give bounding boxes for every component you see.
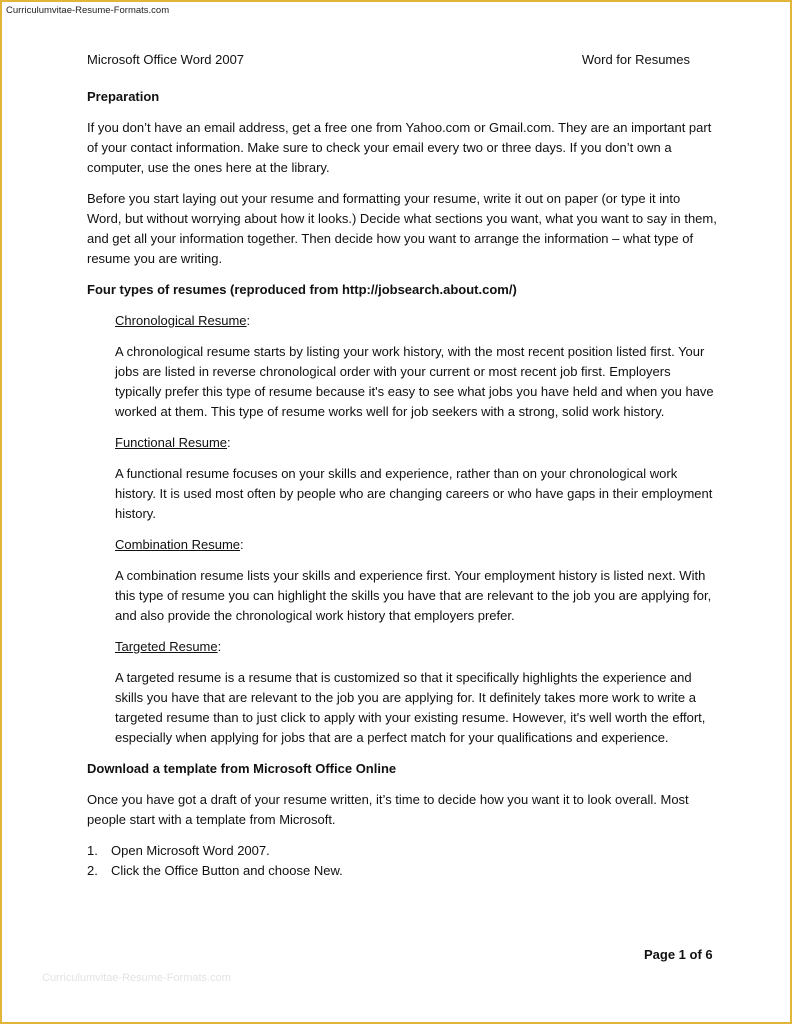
targeted-text: A targeted resume is a resume that is customized so that it specifically highlights the experience and skills you have that are relevant to the job you are applying for. It definitely takes more work to write a targeted resume than to just click to apply with your existing resume. However, it's well worth the effort, especially when applying for jobs that are a perfect match for your qualifications and experience. xyxy=(115,670,706,745)
steps-list xyxy=(87,841,717,881)
chronological-title: Chronological Resume xyxy=(115,313,247,328)
header-left: Microsoft Office Word 2007 xyxy=(87,52,245,67)
step-text: Open Microsoft Word 2007. xyxy=(111,843,270,858)
header-right: Word for Resumes xyxy=(581,52,690,67)
watermark-bottom: Curriculumvitae-Resume-Formats.com xyxy=(42,972,231,984)
running-header xyxy=(87,50,690,70)
subheading-chronological: Chronological Resume: xyxy=(115,313,251,328)
functional-text: A functional resume focuses on your skills and experience, rather than on your chronological work history. It is used most often by people who are changing careers or who have gaps in their employment history. xyxy=(115,466,713,521)
combination-text: A combination resume lists your skills and experience first. Your employment history is listed next. With this type of resume you can highlight the skills you have that are relevant to the job you are applying for, and also provide the chronological work history that employers prefer. xyxy=(115,568,712,623)
combination-title: Combination Resume xyxy=(115,537,241,552)
subheading-combination: Combination Resume: xyxy=(115,537,244,552)
targeted-title: Targeted Resume xyxy=(115,639,218,654)
heading-download: Download a template from Microsoft Office Online xyxy=(87,761,397,776)
step-number: 2. xyxy=(87,863,98,878)
subheading-targeted: Targeted Resume: xyxy=(115,639,222,654)
chronological-text: A chronological resume starts by listing your work history, with the most recent position listed first. Your jobs are listed in reverse chronological order with your current or most recent job first. Employers typically prefer this type of resume because it's easy to see what jobs you have held and when you have worked at them. This type of resume works well for job seekers with a strong, solid work history. xyxy=(115,344,714,419)
step-number: 1. xyxy=(87,843,98,858)
preparation-paragraph-1: If you don’t have an email address, get a free one from Yahoo.com or Gmail.com. They are an important part of your contact information. Make sure to check your email every two or three days. If you don’t own a computer, use the ones here at the library. xyxy=(87,120,712,175)
heading-preparation: Preparation xyxy=(87,89,160,104)
document-body xyxy=(87,50,717,881)
list-item xyxy=(87,841,717,861)
preparation-paragraph-2: Before you start laying out your resume and formatting your resume, write it out on paper (or type it into Word, but without worrying about how it looks.) Decide what sections you want, what you want to say in them, and get all your information together. Then decide how you want to arrange the information – what type of resume you are writing. xyxy=(87,191,717,266)
heading-four-types: Four types of resumes (reproduced from http://jobsearch.about.com/) xyxy=(87,282,517,297)
watermark-top: Curriculumvitae-Resume-Formats.com xyxy=(6,5,170,16)
list-item xyxy=(87,861,717,881)
functional-title: Functional Resume xyxy=(115,435,227,450)
page-number: Page 1 of 6 xyxy=(644,947,713,962)
step-text: Click the Office Button and choose New. xyxy=(111,863,343,878)
subheading-functional: Functional Resume: xyxy=(115,435,231,450)
download-paragraph-1: Once you have got a draft of your resume written, it’s time to decide how you want it to look overall. Most people start with a template from Microsoft. xyxy=(87,792,689,827)
